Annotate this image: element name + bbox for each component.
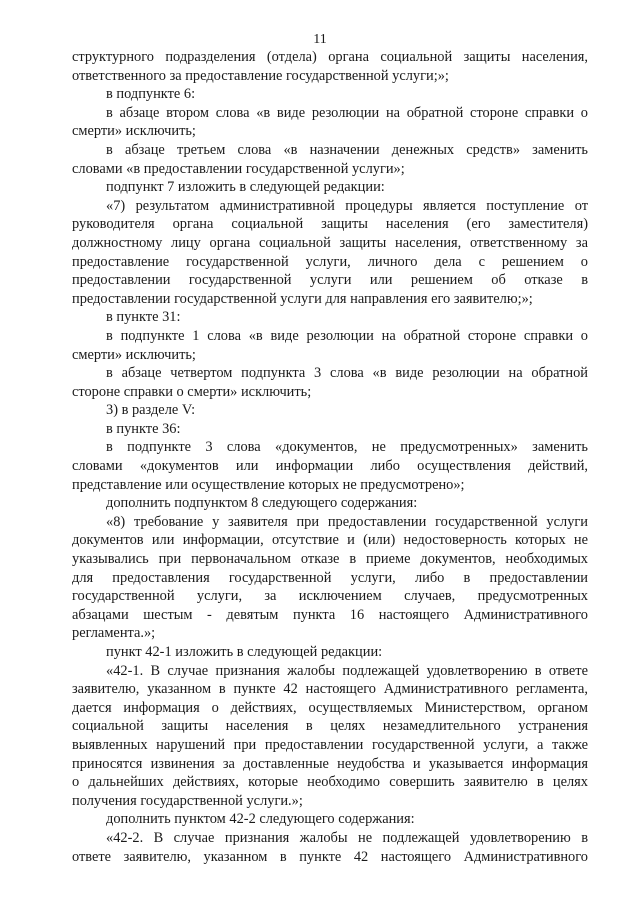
text-line: заявителю, указанном в пункте 42 настоящего Административного регламента, bbox=[72, 681, 588, 698]
text-line: ответственного за предоставление государственной услуги;»; bbox=[72, 67, 449, 84]
text-line: приносятся извинения за доставленные неудобства и указывается информация bbox=[72, 755, 588, 772]
text-line: получения государственной услуги.»; bbox=[72, 792, 303, 809]
text-line: социальной защиты населения в целях незамедлительного устранения bbox=[72, 718, 588, 735]
text-line: стороне справки о смерти» исключить; bbox=[72, 383, 312, 400]
text-line: дополнить подпунктом 8 следующего содержания: bbox=[106, 495, 418, 512]
text-line: абзацами шестым - девятым пункта 16 настоящего Административного bbox=[72, 606, 588, 623]
text-line: предоставлении государственной услуги или решением об отказе в bbox=[72, 272, 588, 289]
text-line: в абзаце третьем слова «в назначении денежных средств» заменить bbox=[106, 141, 588, 158]
text-line: о дальнейших действиях, которые необходимо совершить заявителю в целях bbox=[72, 774, 588, 791]
text-line: смерти» исключить; bbox=[72, 123, 196, 140]
text-line: в подпункте 6: bbox=[106, 86, 196, 103]
page-number: 11 bbox=[313, 32, 327, 47]
document-body bbox=[72, 48, 588, 866]
text-line: в подпункте 3 слова «документов, не предусмотренных» заменить bbox=[106, 439, 588, 456]
text-line: словами «документов или информации либо осуществления действий, bbox=[72, 458, 588, 475]
text-line: выявленных нарушений при предоставлении государственной услуги, а также bbox=[72, 736, 588, 753]
text-line: ответе заявителю, указанном в пункте 42 настоящего Административного bbox=[72, 848, 588, 865]
text-line: руководителя органа социальной защиты населения (его заместителя) bbox=[72, 216, 588, 233]
text-line: в пункте 36: bbox=[106, 420, 181, 437]
text-line: документов или информации, отсутствие и (или) недостоверность которых не bbox=[72, 532, 588, 549]
text-line: государственной услуги, за исключением случаев, предусмотренных bbox=[72, 588, 588, 605]
text-line: должностному лицу органа социальной защиты населения, ответственному за bbox=[72, 234, 588, 251]
text-line: словами «в предоставлении государственной услуги»; bbox=[72, 160, 405, 177]
text-line: «42-2. В случае признания жалобы не подлежащей удовлетворению в bbox=[106, 829, 588, 846]
text-line: в абзаце втором слова «в виде резолюции на обратной стороне справки о bbox=[106, 104, 588, 121]
text-line: подпункт 7 изложить в следующей редакции: bbox=[106, 179, 385, 196]
text-line: предоставлении государственной услуги для направления его заявителю;»; bbox=[72, 290, 533, 307]
text-line: дается информация о действиях, осуществляемых Министерством, органом bbox=[72, 699, 588, 716]
text-line: в пункте 31: bbox=[106, 309, 181, 326]
text-line: представление или осуществление которых не предусмотрено»; bbox=[72, 476, 465, 493]
text-line: пункт 42-1 изложить в следующей редакции: bbox=[106, 644, 383, 660]
text-line: «8) требование у заявителя при предоставлении государственной услуги bbox=[106, 513, 588, 530]
text-line: для предоставления государственной услуги, либо в предоставлении bbox=[72, 569, 588, 586]
text-line: «7) результатом административной процедуры является поступление от bbox=[106, 197, 588, 214]
text-line: структурного подразделения (отдела) органа социальной защиты населения, bbox=[72, 49, 588, 65]
text-line: в подпункте 1 слова «в виде резолюции на обратной стороне справки о bbox=[106, 327, 588, 344]
text-line: указывались при первоначальном отказе в приеме документов, необходимых bbox=[72, 551, 588, 568]
text-line: в абзаце четвертом подпункта 3 слова «в виде резолюции на обратной bbox=[106, 365, 588, 382]
text-line: 3) в разделе V: bbox=[106, 402, 196, 419]
text-line: смерти» исключить; bbox=[72, 346, 196, 363]
text-line: регламента.»; bbox=[72, 625, 156, 642]
text-line: «42-1. В случае признания жалобы подлежащей удовлетворению в ответе bbox=[106, 662, 588, 679]
text-line: дополнить пунктом 42-2 следующего содержания: bbox=[106, 811, 415, 828]
text-line: предоставление государственной услуги, личного дела с решением о bbox=[72, 253, 588, 270]
